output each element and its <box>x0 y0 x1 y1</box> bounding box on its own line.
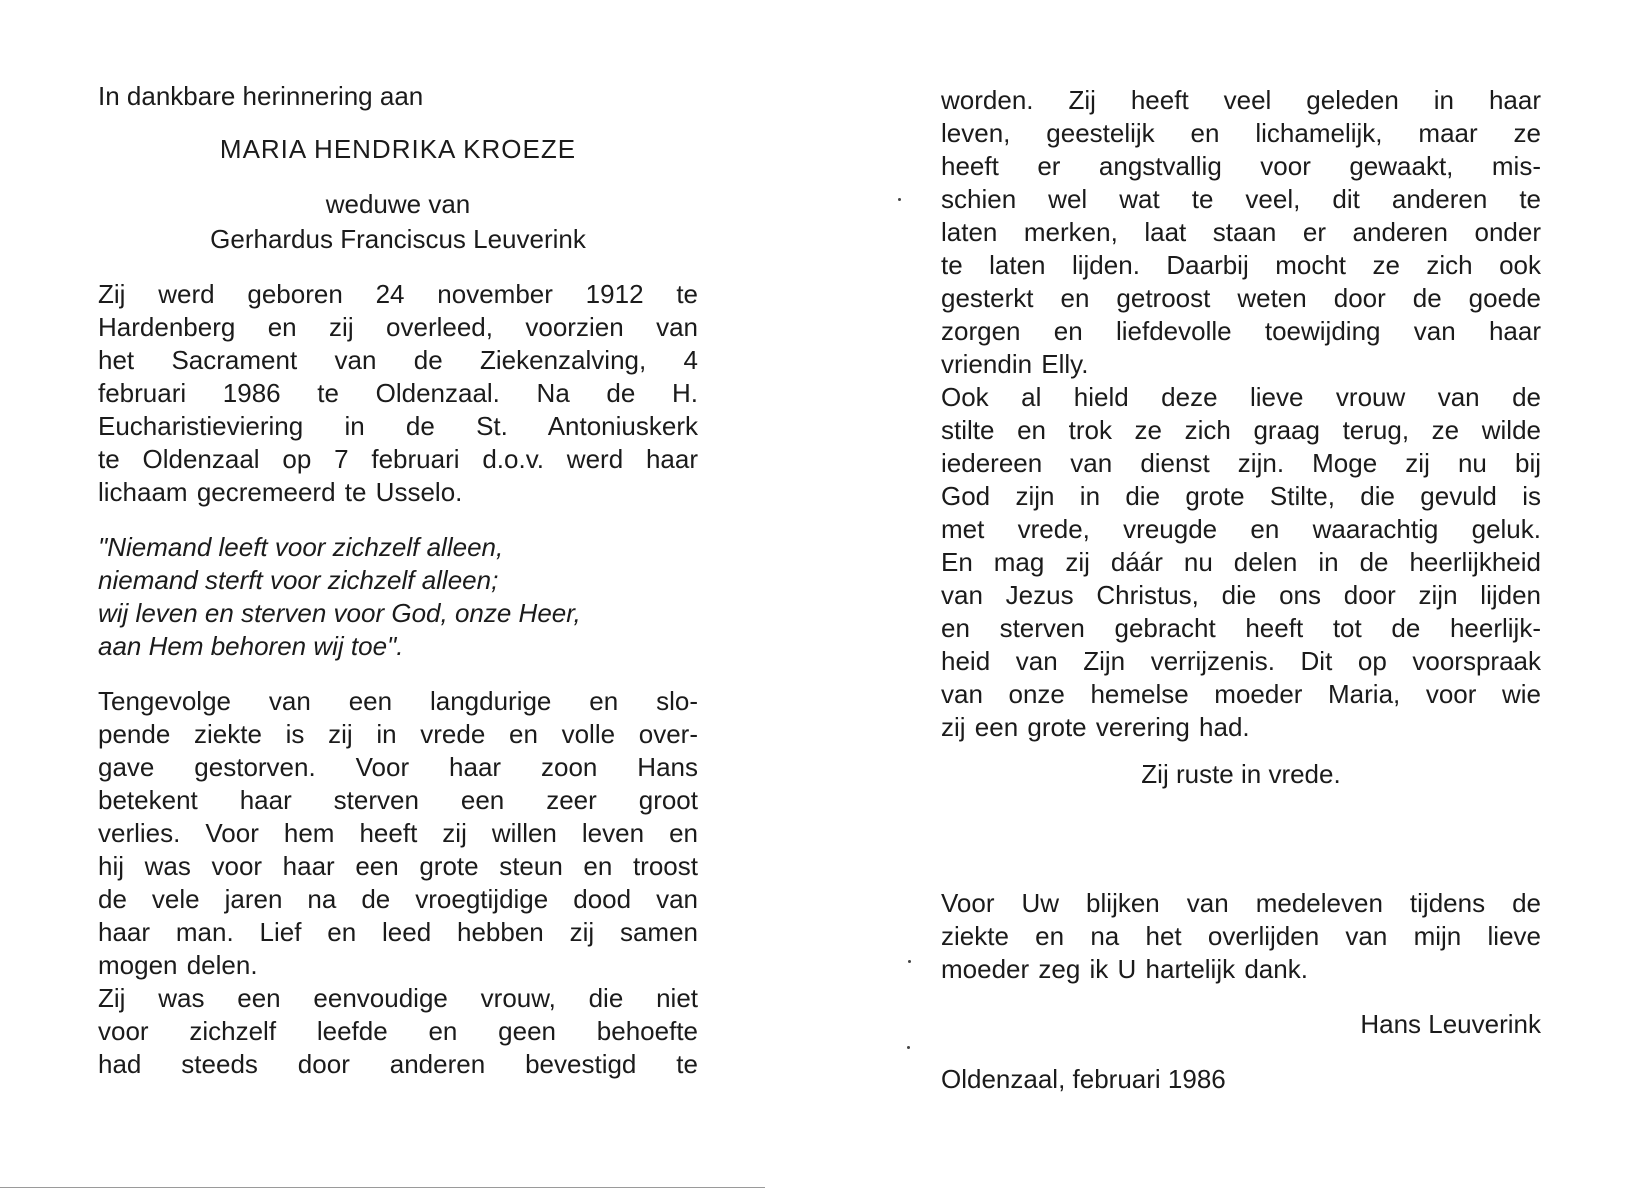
deceased-name: MARIA HENDRIKA KROEZE <box>219 134 577 164</box>
text-line: met vrede, vreugde en waarachtig geluk. <box>941 514 1541 544</box>
text-line: betekent haar sterven een zeer groot <box>98 785 698 815</box>
text-line: gave gestorven. Voor haar zoon Hans <box>98 752 698 782</box>
text-line: stilte en trok ze zich graag terug, ze wilde <box>941 415 1541 445</box>
text-line: heid van Zijn verrijzenis. Dit op voorspraak <box>941 646 1541 676</box>
rest-in-peace: Zij ruste in vrede. <box>1141 759 1341 789</box>
text-line: van Jezus Christus, die ons door zijn lijden <box>941 580 1541 610</box>
bottom-edge-line <box>0 1187 765 1188</box>
text-line: Ook al hield deze lieve vrouw van de <box>941 382 1541 412</box>
faith-paragraph <box>941 381 1541 744</box>
character-paragraph <box>98 982 698 1081</box>
text-line: mogen delen. <box>98 950 258 980</box>
text-line: worden. Zij heeft veel geleden in haar <box>941 85 1541 115</box>
text-line: Zij werd geboren 24 november 1912 te <box>98 279 698 309</box>
text-line: hij was voor haar een grote steun en troost <box>98 851 698 881</box>
text-line: te laten lijden. Daarbij mocht ze zich ook <box>941 250 1541 280</box>
illness-paragraph <box>98 685 698 982</box>
text-line: Voor Uw blijken van medeleven tijdens de <box>941 888 1541 918</box>
text-line: en sterven gebracht heeft tot de heerlijk- <box>941 613 1541 643</box>
text-line: moeder zeg ik U hartelijk dank. <box>941 954 1308 984</box>
place-date: Oldenzaal, februari 1986 <box>941 1064 1226 1094</box>
text-line: zorgen en liefdevolle toewijding van haar <box>941 316 1541 346</box>
text-line: heeft er angstvallig voor gewaakt, mis- <box>941 151 1541 181</box>
text-line: leven, geestelijk en lichamelijk, maar ze <box>941 118 1541 148</box>
scan-speck <box>908 960 911 963</box>
text-line: van onze hemelse moeder Maria, voor wie <box>941 679 1541 709</box>
text-line: haar man. Lief en leed hebben zij samen <box>98 917 698 947</box>
text-line: ziekte en na het overlijden van mijn lieve <box>941 921 1541 951</box>
text-line: Tengevolge van een langdurige en slo- <box>98 686 698 716</box>
text-line: schien wel wat te veel, dit anderen te <box>941 184 1541 214</box>
text-line: Eucharistieviering in de St. Antoniuskerk <box>98 411 698 441</box>
text-line: En mag zij dáár nu delen in de heerlijkheid <box>941 547 1541 577</box>
text-line: God zijn in die grote Stilte, die gevuld is <box>941 481 1541 511</box>
text-line: iedereen van dienst zijn. Moge zij nu bij <box>941 448 1541 478</box>
text-line: te Oldenzaal op 7 februari d.o.v. werd haar <box>98 444 698 474</box>
quote-line: "Niemand leeft voor zichzelf alleen, <box>98 532 504 562</box>
husband-name: Gerhardus Franciscus Leuverink <box>210 224 586 254</box>
text-line: gesterkt en getroost weten door de goede <box>941 283 1541 313</box>
text-line: zij een grote verering had. <box>941 712 1250 742</box>
text-line: laten merken, laat staan er anderen onder <box>941 217 1541 247</box>
signature: Hans Leuverink <box>1360 1009 1541 1039</box>
text-line: vriendin Elly. <box>941 349 1089 379</box>
quote-block <box>98 531 698 663</box>
memorial-heading: In dankbare herinnering aan <box>98 81 424 111</box>
text-line: Zij was een eenvoudige vrouw, die niet <box>98 983 698 1013</box>
quote-line: aan Hem behoren wij toe". <box>98 631 404 661</box>
scan-speck <box>898 198 901 201</box>
scan-speck <box>907 1046 910 1049</box>
text-line: het Sacrament van de Ziekenzalving, 4 <box>98 345 698 375</box>
biography-paragraph <box>98 278 698 509</box>
thanks-paragraph <box>941 887 1541 986</box>
text-line: februari 1986 te Oldenzaal. Na de H. <box>98 378 698 408</box>
right-page <box>813 0 1626 1200</box>
continuation-paragraph <box>941 84 1541 381</box>
left-column <box>98 80 698 1081</box>
text-line: voor zichzelf leefde en geen behoefte <box>98 1016 698 1046</box>
text-line: lichaam gecremeerd te Usselo. <box>98 477 463 507</box>
text-line: verlies. Voor hem heeft zij willen leven en <box>98 818 698 848</box>
text-line: had steeds door anderen bevestigd te <box>98 1049 698 1079</box>
text-line: pende ziekte is zij in vrede en volle over- <box>98 719 698 749</box>
quote-line: niemand sterft voor zichzelf alleen; <box>98 565 499 595</box>
quote-line: wij leven en sterven voor God, onze Heer, <box>98 598 581 628</box>
widow-of-label: weduwe van <box>325 189 471 219</box>
text-line: Hardenberg en zij overleed, voorzien van <box>98 312 698 342</box>
text-line: de vele jaren na de vroegtijdige dood van <box>98 884 698 914</box>
right-column <box>941 84 1541 1096</box>
